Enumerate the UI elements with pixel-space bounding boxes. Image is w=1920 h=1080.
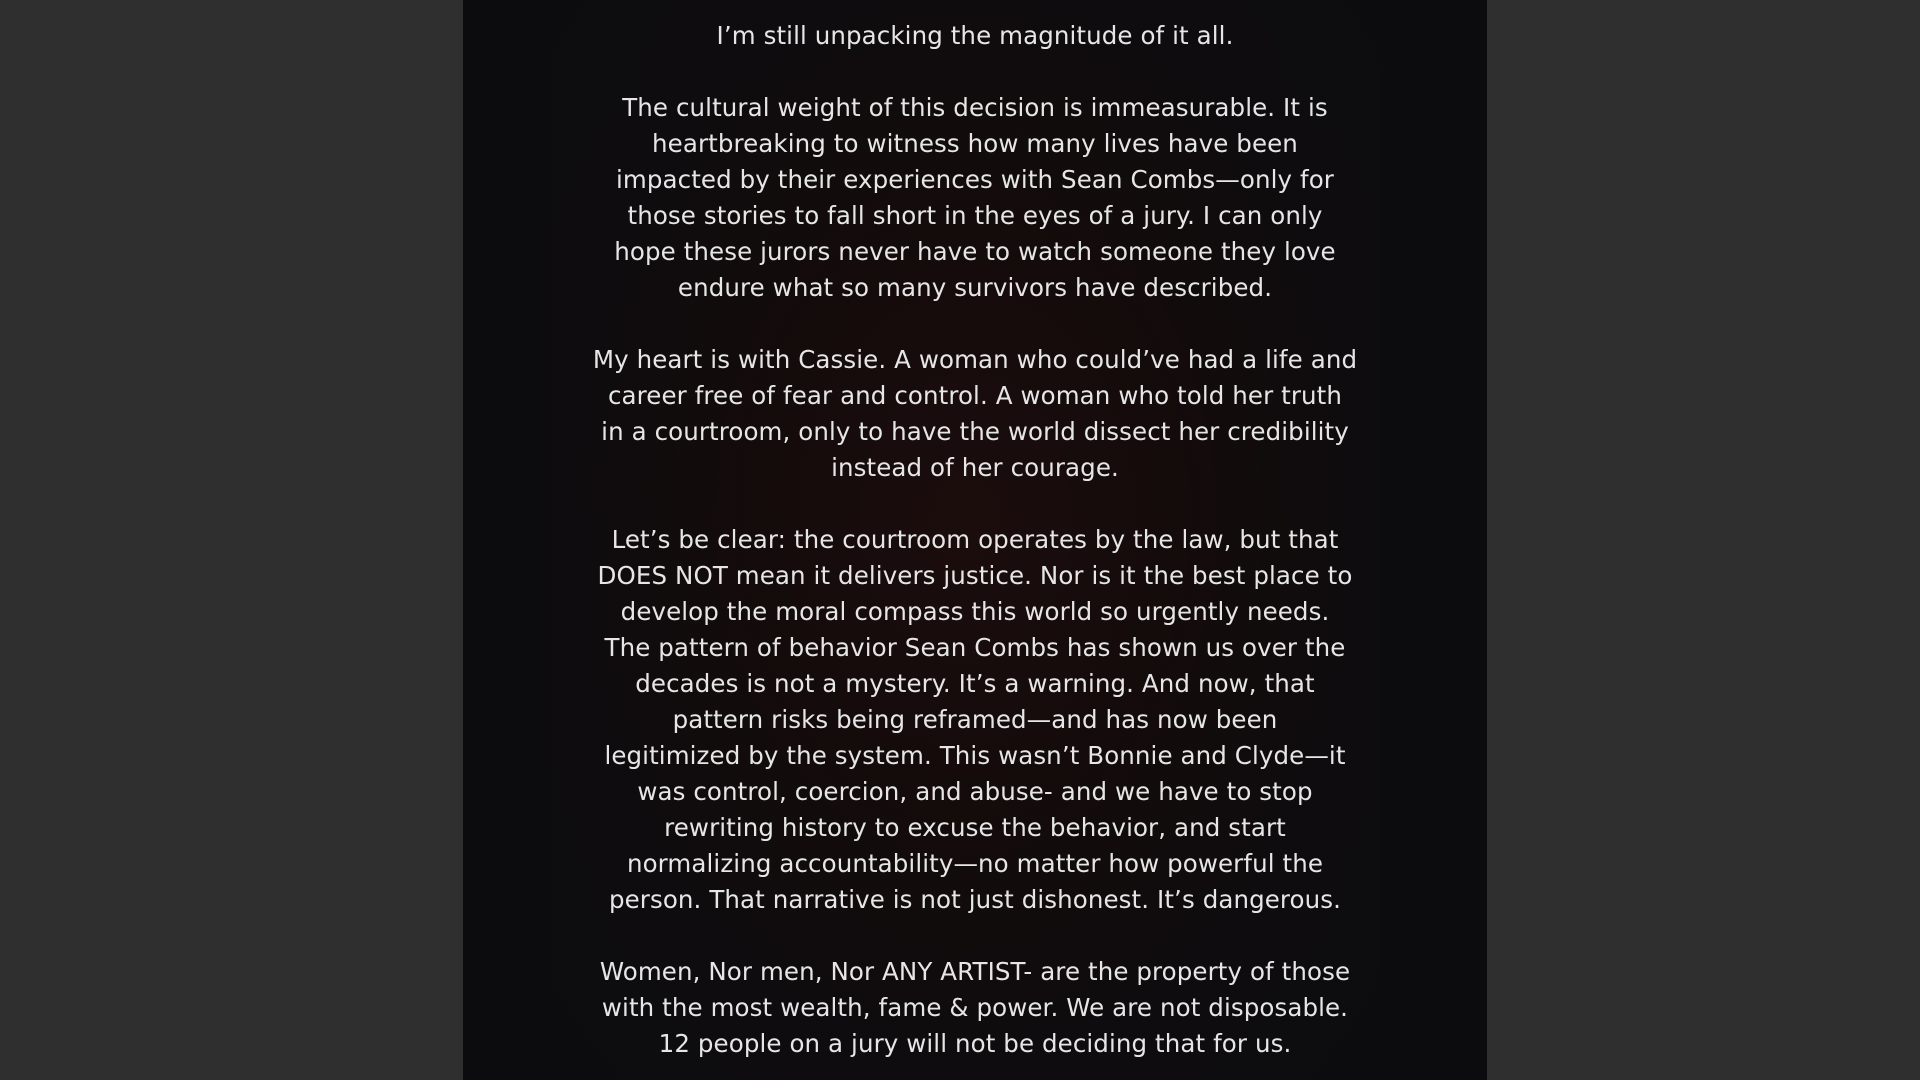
text-line: decades is not a mystery. It’s a warning. And now, that bbox=[635, 669, 1315, 698]
text-line: The cultural weight of this decision is immeasurable. It is bbox=[622, 93, 1328, 122]
text-line: 12 people on a jury will not be deciding that for us. bbox=[658, 1029, 1292, 1058]
text-line: person. That narrative is not just dishonest. It’s dangerous. bbox=[608, 885, 1342, 914]
text-line: endure what so many survivors have described. bbox=[677, 273, 1273, 302]
story-frame bbox=[463, 0, 1487, 1080]
paragraph-cassie bbox=[463, 342, 1487, 486]
paragraph-closing bbox=[463, 954, 1487, 1062]
text-line: develop the moral compass this world so urgently needs. bbox=[620, 597, 1330, 626]
text-line: was control, coercion, and abuse- and we have to stop bbox=[637, 777, 1313, 806]
text-line: those stories to fall short in the eyes of a jury. I can only bbox=[627, 201, 1323, 230]
text-line: I’m still unpacking the magnitude of it all. bbox=[716, 21, 1234, 50]
text-line: Women, Nor men, Nor ANY ARTIST- are the property of those bbox=[599, 957, 1351, 986]
paragraph-decision bbox=[463, 90, 1487, 306]
text-line: career free of fear and control. A woman who told her truth bbox=[607, 381, 1343, 410]
text-line: My heart is with Cassie. A woman who could’ve had a life and bbox=[592, 345, 1358, 374]
text-line: DOES NOT mean it delivers justice. Nor is it the best place to bbox=[597, 561, 1353, 590]
text-line: hope these jurors never have to watch someone they love bbox=[614, 237, 1336, 266]
text-line: heartbreaking to witness how many lives have been bbox=[652, 129, 1298, 158]
text-line: rewriting history to excuse the behavior, and start bbox=[664, 813, 1286, 842]
text-line: in a courtroom, only to have the world dissect her credibility bbox=[601, 417, 1349, 446]
text-line: with the most wealth, fame & power. We are not disposable. bbox=[601, 993, 1349, 1022]
text-line: The pattern of behavior Sean Combs has shown us over the bbox=[604, 633, 1346, 662]
text-line: impacted by their experiences with Sean Combs—only for bbox=[616, 165, 1334, 194]
text-line: normalizing accountability—no matter how powerful the bbox=[626, 849, 1324, 878]
paragraph-intro bbox=[463, 18, 1487, 54]
text-line: legitimized by the system. This wasn’t Bonnie and Clyde—it bbox=[604, 741, 1346, 770]
text-line: Let’s be clear: the courtroom operates by the law, but that bbox=[611, 525, 1339, 554]
text-line: pattern risks being reframed—and has now been bbox=[672, 705, 1278, 734]
text-line: instead of her courage. bbox=[831, 453, 1119, 482]
paragraph-justice bbox=[463, 522, 1487, 918]
statement-text bbox=[463, 18, 1487, 1062]
